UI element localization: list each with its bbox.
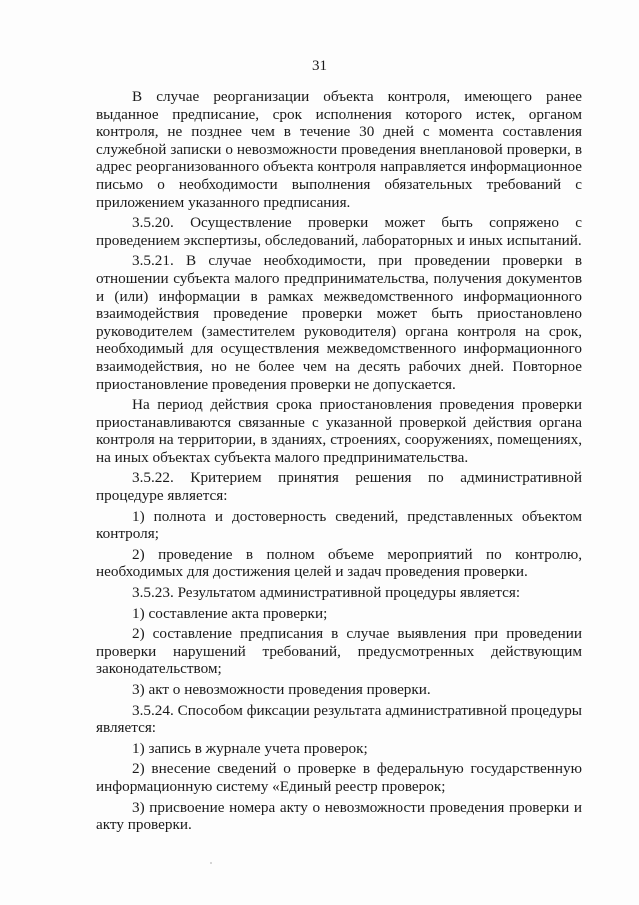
paragraph-3-5-20: 3.5.20. Осуществление проверки может быть сопряжено с проведением экспертизы, обследований, лабораторных и иных испытаний. [96, 214, 582, 249]
paragraph-3-5-24: 3.5.24. Способом фиксации результата административной процедуры является: [96, 701, 582, 737]
fixation-item-2: 2) внесение сведений о проверке в федеральную государственную информационную систему «Единый реестр проверок; [96, 760, 582, 795]
paragraph-3-5-23: 3.5.23. Результатом административной процедуры является: [132, 584, 521, 602]
criterion-item-1: 1) полнота и достоверность сведений, представленных объектом контроля; [96, 507, 582, 543]
result-item-3: 3) акт о невозможности проведения проверки. [132, 681, 431, 698]
fixation-item-3: 3) присвоение номера акту о невозможности проведения проверки и акту проверки. [96, 798, 582, 834]
page-number: 31 [312, 58, 327, 74]
paragraph-suspension-period: На период действия срока приостановления проведения проверки приостанавливаются связанные с указанной проверкой действия органа контроля на территории, в зданиях, строениях, сооружениях, помещениях, на иных объектах субъекта малого предпринимательства. [96, 396, 582, 466]
criterion-item-2: 2) проведение в полном объеме мероприятий по контролю, необходимых для достижения целей и задач проведения проверки. [96, 545, 582, 581]
scan-speck [210, 862, 212, 864]
document-body [96, 88, 582, 834]
paragraph-3-5-22: 3.5.22. Критерием принятия решения по административной процедуре является: [96, 469, 582, 505]
result-item-2: 2) составление предписания в случае выявления при проведении проверки нарушений требований, предусмотренных действующим законодательством; [96, 625, 582, 678]
result-item-1: 1) составление акта проверки; [132, 604, 328, 622]
fixation-item-1: 1) запись в журнале учета проверок; [132, 739, 368, 757]
paragraph-reorganization: В случае реорганизации объекта контроля, имеющего ранее выданное предписание, срок исполнения которого истек, органом контроля, не позднее чем в течение 30 дней с момента составления служебной записки о невозможности проведения внеплановой проверки, в адрес реорганизованного объекта контроля направляется информационное письмо о необходимости выполнения обязательных требований с приложением указанного предписания. [96, 88, 582, 211]
paragraph-3-5-21: 3.5.21. В случае необходимости, при проведении проверки в отношении субъекта малого предпринимательства, получения документов и (или) информации в рамках межведомственного информационного взаимодействия проведение проверки может быть приостановлено руководителем (заместителем руководителя) органа контроля на срок, необходимый для осуществления межведомственного информационного взаимодействия, но не более чем на десять рабочих дней. Повторное приостановление проведения проверки не допускается. [96, 252, 582, 393]
